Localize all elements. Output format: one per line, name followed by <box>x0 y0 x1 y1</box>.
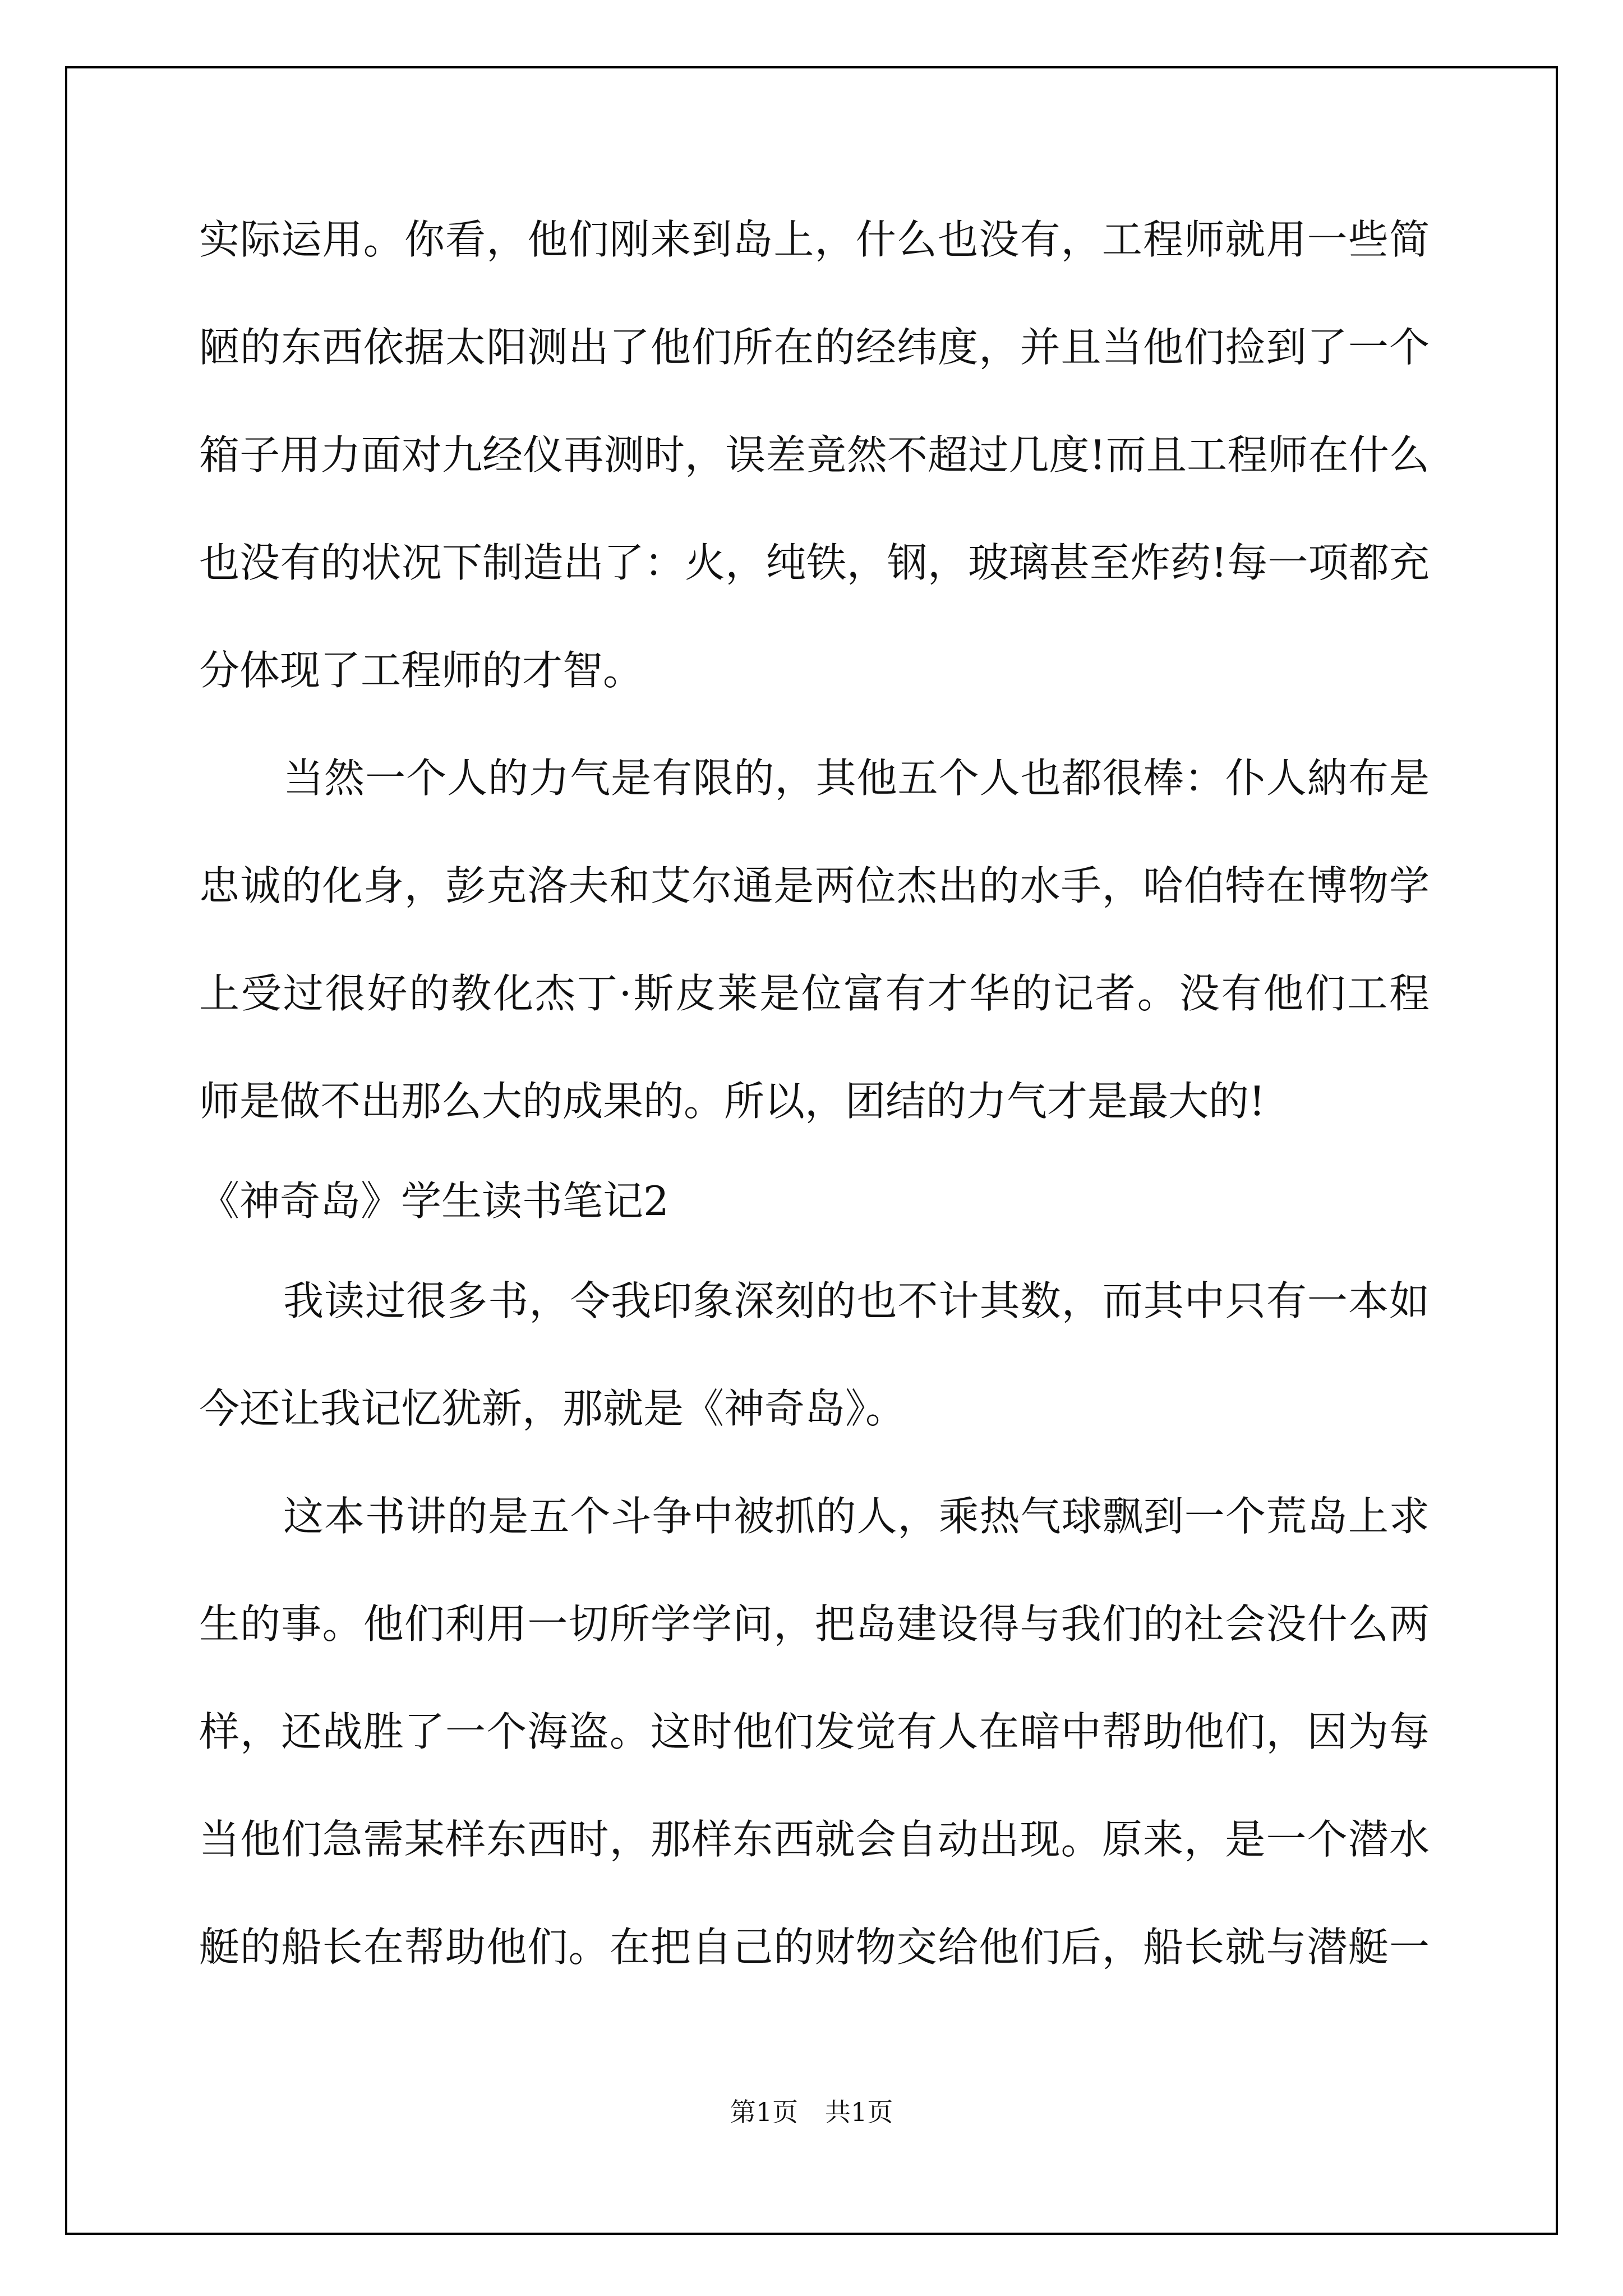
paragraph-line: 箱子用力面对九经仪再测时，误差竟然不超过几度!而且工程师在什么 <box>199 431 1430 478</box>
paragraph-line: 上受过很好的教化杰丁·斯皮莱是位富有才华的记者。没有他们工程 <box>199 970 1430 1017</box>
page-footer <box>0 2095 1623 2129</box>
paragraph-line: 艇的船长在帮助他们。在把自己的财物交给他们后，船长就与潜艇一 <box>199 1924 1430 1971</box>
paragraph-line: 师是做不出那么大的成果的。所以，团结的力气才是最大的! <box>199 1078 1265 1125</box>
paragraph-line: 当然一个人的力气是有限的，其他五个人也都很棒：仆人納布是 <box>283 754 1430 802</box>
page-number: 第1页 <box>730 2097 798 2127</box>
paragraph-line: 也没有的状况下制造出了：火，纯铁，钢，玻璃甚至炸药!每一项都充 <box>199 539 1430 586</box>
section-heading: 《神奇岛》学生读书笔记2 <box>199 1177 669 1225</box>
paragraph-line: 生的事。他们利用一切所学学问，把岛建设得与我们的社会没什么两 <box>199 1600 1430 1648</box>
paragraph-line: 陋的东西依据太阳测出了他们所在的经纬度，并且当他们捡到了一个 <box>199 324 1430 371</box>
page-total: 共1页 <box>825 2097 893 2127</box>
paragraph-line: 忠诚的化身，彭克洛夫和艾尔通是两位杰出的水手，哈伯特在博物学 <box>199 862 1430 909</box>
paragraph-line: 分体现了工程师的才智。 <box>199 647 644 694</box>
paragraph-line: 样，还战胜了一个海盗。这时他们发觉有人在暗中帮助他们，因为每 <box>199 1708 1430 1755</box>
paragraph-line: 当他们急需某样东西时，那样东西就会自动出现。原来，是一个潜水 <box>199 1816 1430 1863</box>
paragraph-line: 实际运用。你看，他们刚来到岛上，什么也没有，工程师就用一些简 <box>199 216 1430 263</box>
paragraph-line: 今还让我记忆犹新，那就是《神奇岛》。 <box>199 1385 906 1432</box>
paragraph-line: 这本书讲的是五个斗争中被抓的人，乘热气球飘到一个荒岛上求 <box>283 1493 1430 1540</box>
paragraph-line: 我读过很多书，令我印象深刻的也不计其数，而其中只有一本如 <box>283 1277 1430 1324</box>
page-border <box>65 66 1558 2235</box>
